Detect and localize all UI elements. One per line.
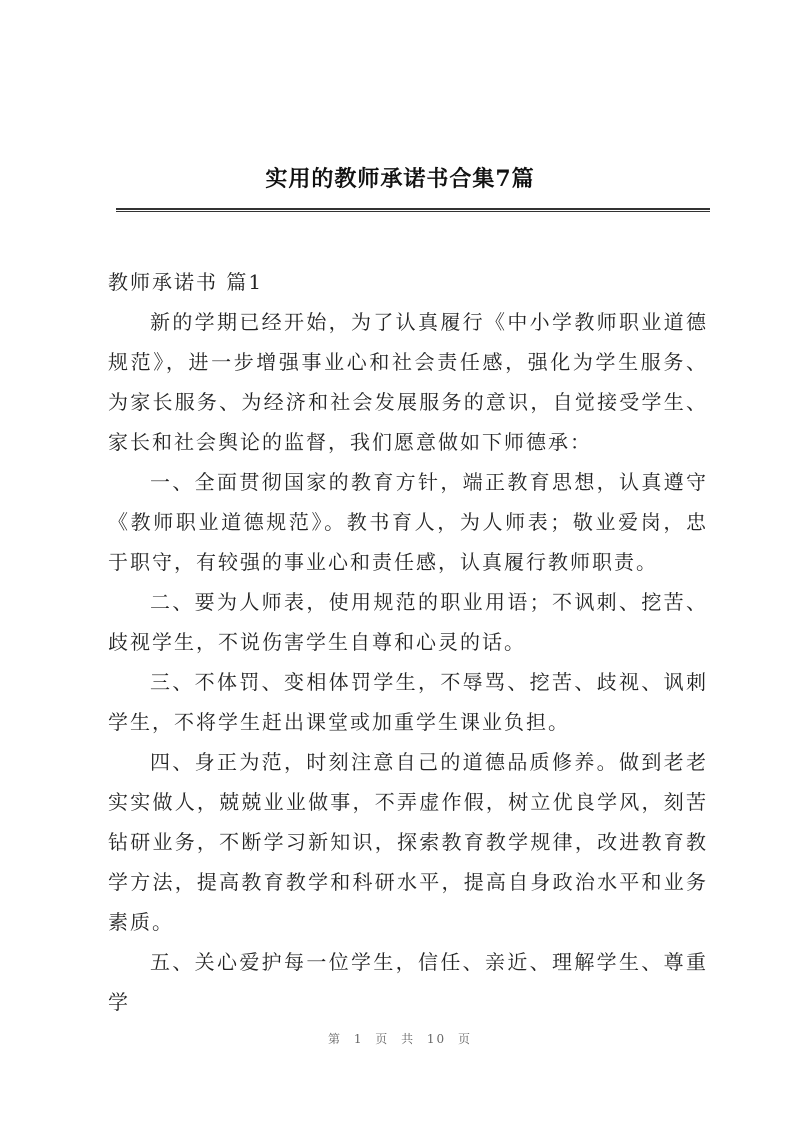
paragraph-item-5: 五、关心爱护每一位学生，信任、亲近、理解学生、尊重学: [108, 950, 708, 1014]
document-title: 实用的教师承诺书合集7篇: [265, 166, 535, 192]
document-body: [108, 262, 708, 1022]
title-divider: [116, 208, 710, 212]
section-heading: 教师承诺书 篇1: [108, 270, 264, 294]
paragraph-item-2: 二、要为人师表，使用规范的职业用语；不讽刺、挖苦、歧视学生，不说伤害学生自尊和心灵的话。: [108, 590, 708, 654]
paragraph-intro: 新的学期已经开始，为了认真履行《中小学教师职业道德规范》，进一步增强事业心和社会责任感，强化为学生服务、为家长服务、为经济和社会发展服务的意识，自觉接受学生、家长和社会舆论的监督，我们愿意做如下师德承：: [108, 310, 708, 454]
page-footer: 第 1 页 共 10 页: [328, 1032, 472, 1046]
paragraph-item-3: 三、不体罚、变相体罚学生，不辱骂、挖苦、歧视、讽刺学生，不将学生赶出课堂或加重学生课业负担。: [108, 670, 708, 734]
paragraph-item-1: 一、全面贯彻国家的教育方针，端正教育思想，认真遵守《教师职业道德规范》。教书育人，为人师表；敬业爱岗，忠于职守，有较强的事业心和责任感，认真履行教师职责。: [108, 470, 708, 574]
paragraph-item-4: 四、身正为范，时刻注意自己的道德品质修养。做到老老实实做人，兢兢业业做事，不弄虚作假，树立优良学风，刻苦钻研业务，不断学习新知识，探索教育教学规律，改进教育教学方法，提高教育教学和科研水平，提高自身政治水平和业务素质。: [108, 750, 708, 934]
